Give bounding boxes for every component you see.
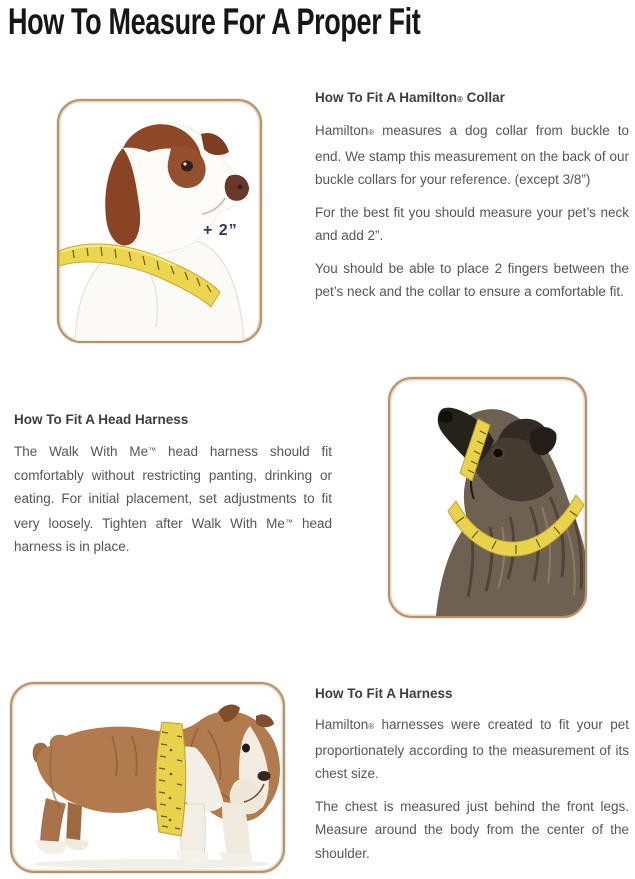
dog-eye: [242, 744, 250, 753]
harness-dog-illustration: [12, 684, 283, 871]
measuring-tape: [156, 722, 186, 836]
trademark-mark: ™: [284, 517, 293, 527]
dog-eye: [181, 161, 193, 172]
head-harness-dog-illustration: [390, 379, 585, 616]
dog-nose: [439, 411, 453, 423]
page-title: How To Measure For A Proper Fit: [8, 1, 421, 42]
head-harness-paragraph: The Walk With Me™ head harness should fit comfortably without restricting panting, drinking or eating. For initial placement, set adjustments to fit very loosely. Tighten after Walk With Me™ head harness is in place.: [14, 444, 332, 554]
registered-mark: ®: [456, 95, 463, 104]
dog-ear: [530, 427, 557, 455]
section-harness: [315, 684, 629, 874]
section-head-harness: [14, 410, 332, 568]
registered-mark: ®: [368, 722, 375, 731]
harness-paragraph-2: The chest is measured just behind the front legs. Measure around the body from the center of the shoulder.: [315, 798, 629, 861]
collar-paragraph-2: For the best fit you should measure your pet’s neck and add 2”.: [315, 204, 629, 243]
section-head-harness-heading: How To Fit A Head Harness: [14, 412, 189, 427]
dog-nose: [225, 175, 249, 201]
dog-eye: [494, 449, 503, 457]
section-collar: [315, 88, 629, 313]
dog-ear: [256, 714, 274, 727]
section-harness-heading: How To Fit A Harness: [315, 686, 453, 701]
section-collar-heading: How To Fit A Hamilton® Collar: [315, 90, 505, 105]
collar-paragraph-3: You should be able to place 2 fingers between the pet’s neck and the collar to ensure a comfortable fit.: [315, 260, 629, 299]
head-harness-photo-frame: [388, 377, 587, 618]
harness-paragraph-1: Hamilton® harnesses were created to fit your pet proportionately according to the measurement of its chest size.: [315, 717, 629, 781]
trademark-mark: ™: [148, 446, 157, 455]
collar-photo-frame: [57, 99, 262, 343]
add-two-inches-annotation: + 2”: [203, 222, 238, 239]
collar-paragraph-1: Hamilton® measures a dog collar from buckle to end. We stamp this measurement on the back of our buckle collars for your reference. (except 3/8”): [315, 123, 629, 187]
collar-dog-illustration: [59, 101, 260, 341]
registered-mark: ®: [368, 128, 375, 137]
harness-photo-frame: [10, 682, 285, 873]
dog-nose: [258, 771, 271, 781]
